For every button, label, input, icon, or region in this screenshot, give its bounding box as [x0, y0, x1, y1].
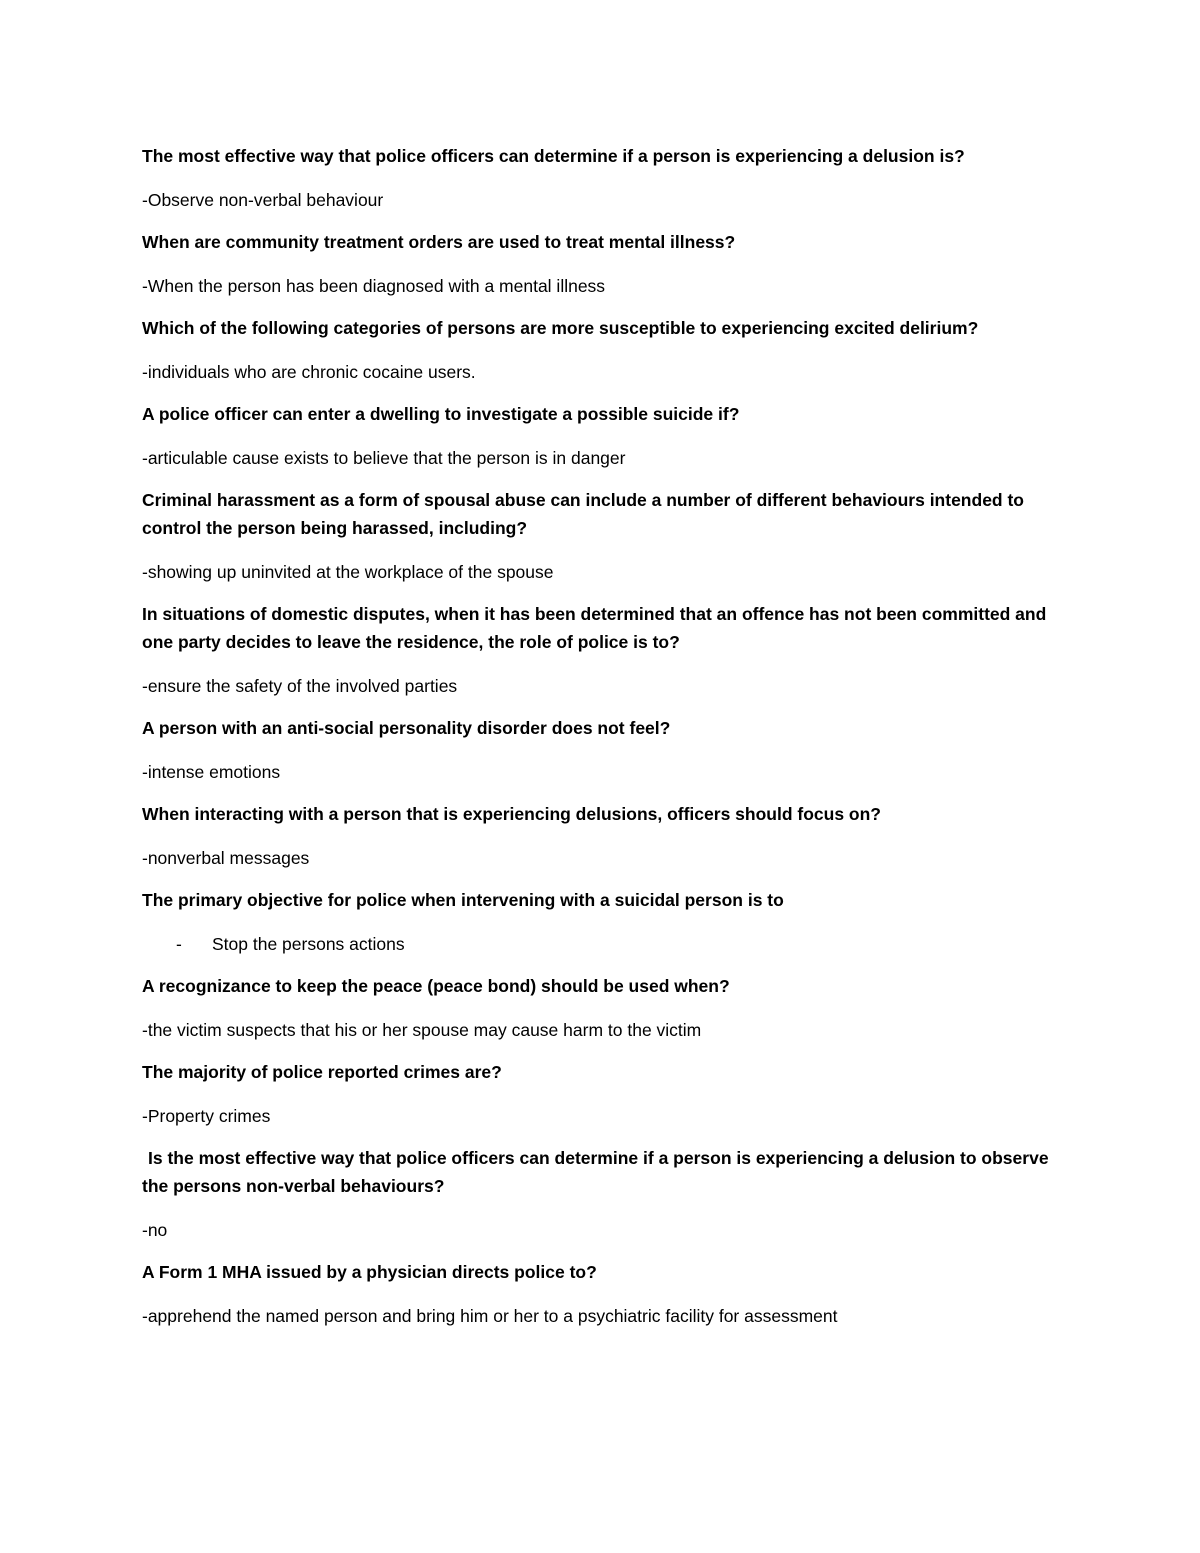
qa-list — [142, 142, 1052, 1344]
qa-item — [142, 314, 1052, 386]
question-text: The most effective way that police officers can determine if a person is experiencing a delusion is? — [142, 146, 965, 166]
question-text: The primary objective for police when intervening with a suicidal person is to — [142, 890, 784, 910]
answer-bullet — [142, 930, 1052, 958]
answer-text: -Property crimes — [142, 1106, 271, 1126]
question-text: Criminal harassment as a form of spousal abuse can include a number of different behaviours intended to control the person being harassed, including? — [142, 490, 1024, 538]
bullet-dash: - — [176, 934, 182, 954]
answer-text: -Observe non-verbal behaviour — [142, 190, 384, 210]
qa-item — [142, 972, 1052, 1044]
question-text: When interacting with a person that is experiencing delusions, officers should focus on? — [142, 804, 881, 824]
answer-text: -nonverbal messages — [142, 848, 310, 868]
answer-text: -the victim suspects that his or her spouse may cause harm to the victim — [142, 1020, 702, 1040]
qa-item — [142, 142, 1052, 214]
qa-item — [142, 886, 1052, 958]
qa-item — [142, 486, 1052, 586]
answer-text: -showing up uninvited at the workplace of the spouse — [142, 562, 554, 582]
question-text: A person with an anti-social personality disorder does not feel? — [142, 718, 671, 738]
answer-text: -articulable cause exists to believe that the person is in danger — [142, 448, 626, 468]
qa-item — [142, 228, 1052, 300]
qa-item — [142, 1144, 1052, 1244]
qa-item — [142, 714, 1052, 786]
qa-item — [142, 600, 1052, 700]
answer-text: -apprehend the named person and bring him or her to a psychiatric facility for assessment — [142, 1306, 838, 1326]
answer-text: -When the person has been diagnosed with a mental illness — [142, 276, 606, 296]
qa-item — [142, 800, 1052, 872]
qa-item — [142, 1058, 1052, 1130]
answer-text: -ensure the safety of the involved parties — [142, 676, 458, 696]
question-text: A police officer can enter a dwelling to investigate a possible suicide if? — [142, 404, 740, 424]
answer-text: -no — [142, 1220, 168, 1240]
question-text: In situations of domestic disputes, when it has been determined that an offence has not been committed and one party decides to leave the residence, the role of police is to? — [142, 604, 1047, 652]
answer-text: -individuals who are chronic cocaine users. — [142, 362, 476, 382]
question-text: A Form 1 MHA issued by a physician directs police to? — [142, 1262, 597, 1282]
answer-text: Stop the persons actions — [212, 934, 405, 954]
question-text: A recognizance to keep the peace (peace bond) should be used when? — [142, 976, 730, 996]
answer-text: -intense emotions — [142, 762, 281, 782]
qa-item — [142, 1258, 1052, 1330]
qa-item — [142, 400, 1052, 472]
question-text: The majority of police reported crimes are? — [142, 1062, 502, 1082]
question-text: Which of the following categories of persons are more susceptible to experiencing excited delirium? — [142, 318, 979, 338]
question-text: When are community treatment orders are used to treat mental illness? — [142, 232, 736, 252]
question-text: Is the most effective way that police officers can determine if a person is experiencing a delusion to observe the persons non-verbal behaviours? — [142, 1148, 1049, 1196]
